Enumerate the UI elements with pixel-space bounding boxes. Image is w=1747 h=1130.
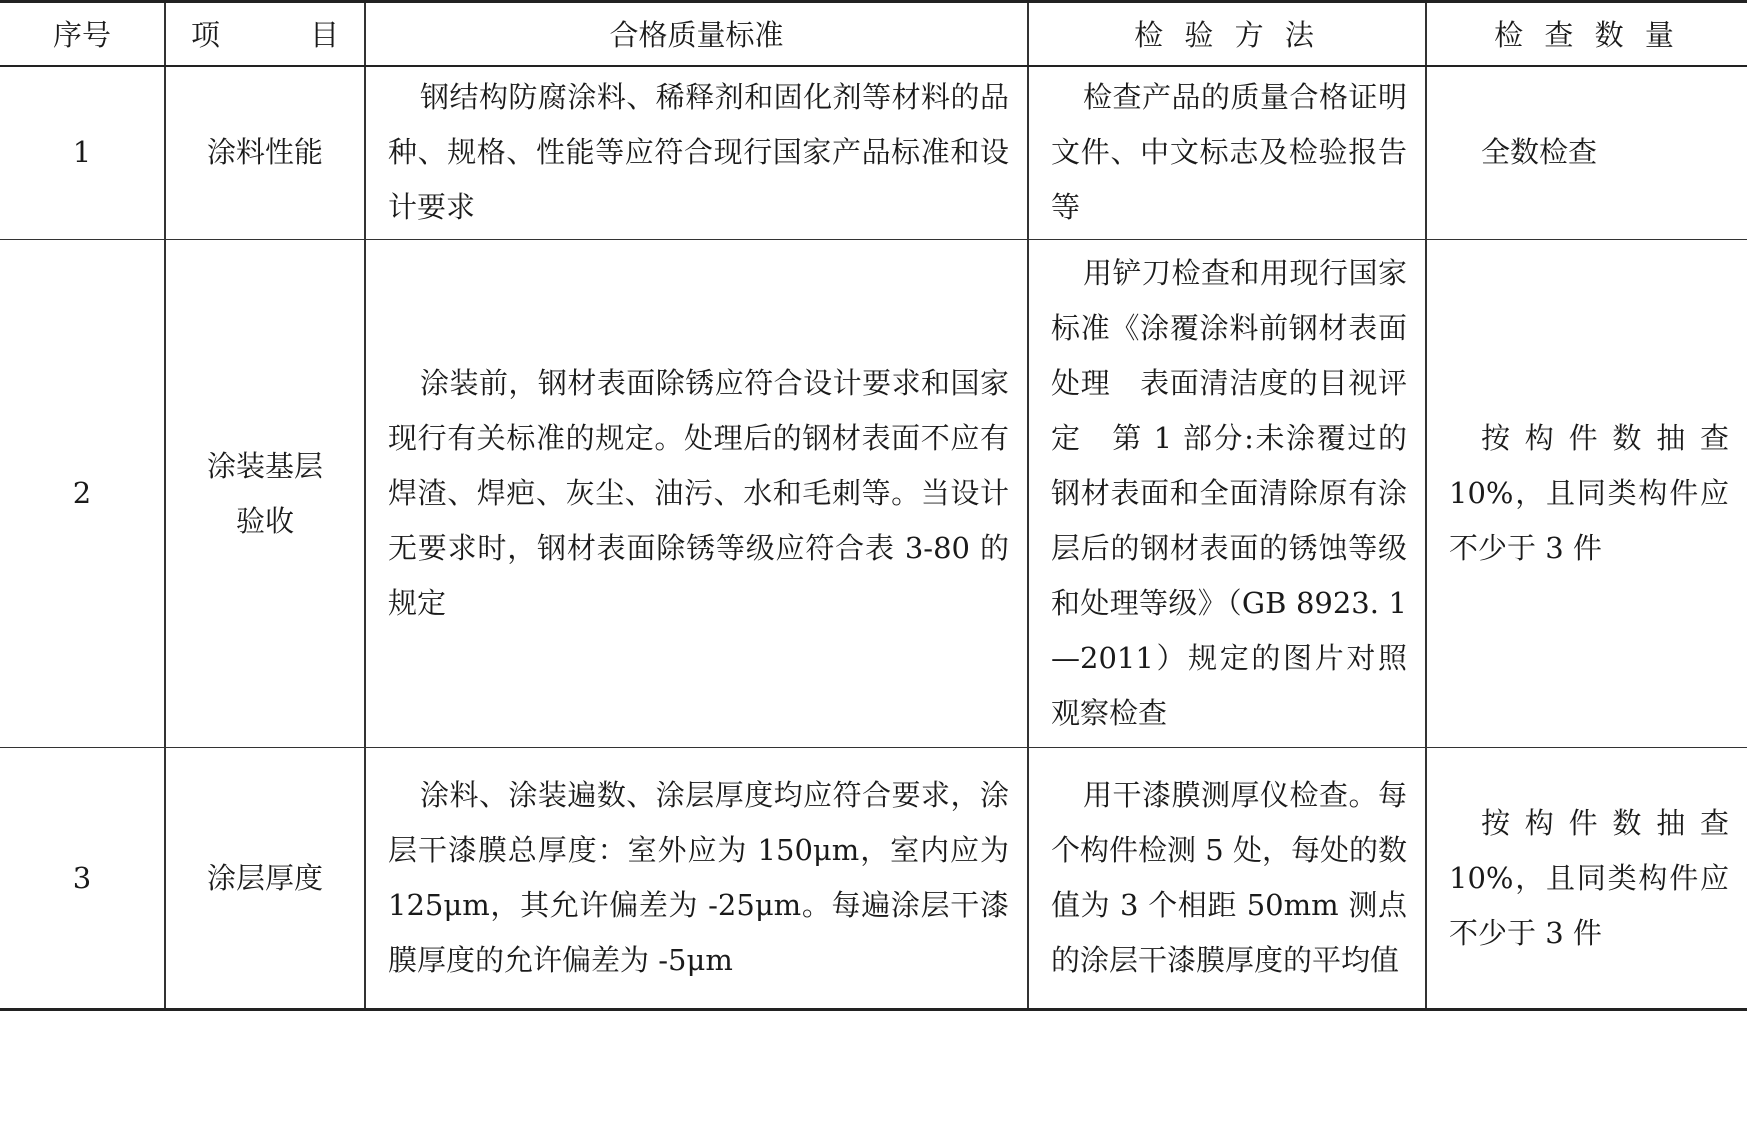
table-row (0, 240, 1747, 748)
row-seq: 3 (0, 748, 165, 1010)
header-item-part1: 项 (190, 18, 220, 53)
header-item (165, 2, 365, 66)
row-standard: 钢结构防腐涂料、稀释剂和固化剂等材料的品种、规格、性能等应符合现行国家产品标准和设计要求 (365, 66, 1028, 240)
row-method: 用干漆膜测厚仪检查。每个构件检测 5 处，每处的数值为 3 个相距 50mm 测点的涂层干漆膜厚度的平均值 (1028, 748, 1426, 1010)
row-quantity: 按构件数抽查10%，且同类构件应不少于 3 件 (1426, 748, 1747, 1010)
row-quantity: 按构件数抽查10%，且同类构件应不少于 3 件 (1426, 240, 1747, 748)
header-method: 检 验 方 法 (1028, 2, 1426, 66)
table-row (0, 748, 1747, 1010)
row-method: 用铲刀检查和用现行国家标准《涂覆涂料前钢材表面处理 表面清洁度的目视评定 第 1 部分:未涂覆过的钢材表面和全面清除原有涂层后的钢材表面的锈蚀等级和处理等级》（GB 8923. 1—2011）规定的图片对照观察检查 (1028, 240, 1426, 748)
row-method: 检查产品的质量合格证明文件、中文标志及检验报告等 (1028, 66, 1426, 240)
row-seq: 2 (0, 240, 165, 748)
row-standard: 涂料、涂装遍数、涂层厚度均应符合要求，涂层干漆膜总厚度：室外应为 150μm，室内应为 125μm，其允许偏差为 -25μm。每遍涂层干漆膜厚度的允许偏差为 -5μm (365, 748, 1028, 1010)
header-quantity: 检 查 数 量 (1426, 2, 1747, 66)
header-row (0, 2, 1747, 66)
row-item: 涂层厚度 (165, 748, 365, 1010)
row-standard: 涂装前，钢材表面除锈应符合设计要求和国家现行有关标准的规定。处理后的钢材表面不应有焊渣、焊疤、灰尘、油污、水和毛刺等。当设计无要求时，钢材表面除锈等级应符合表 3-80 的规定 (365, 240, 1028, 748)
row-seq: 1 (0, 66, 165, 240)
header-standard: 合格质量标准 (365, 2, 1028, 66)
row-item: 涂装基层验收 (165, 240, 365, 748)
row-item: 涂料性能 (165, 66, 365, 240)
table-row (0, 66, 1747, 240)
header-seq: 序号 (0, 2, 165, 66)
header-item-part2: 目 (310, 18, 340, 53)
row-quantity: 全数检查 (1426, 66, 1747, 240)
